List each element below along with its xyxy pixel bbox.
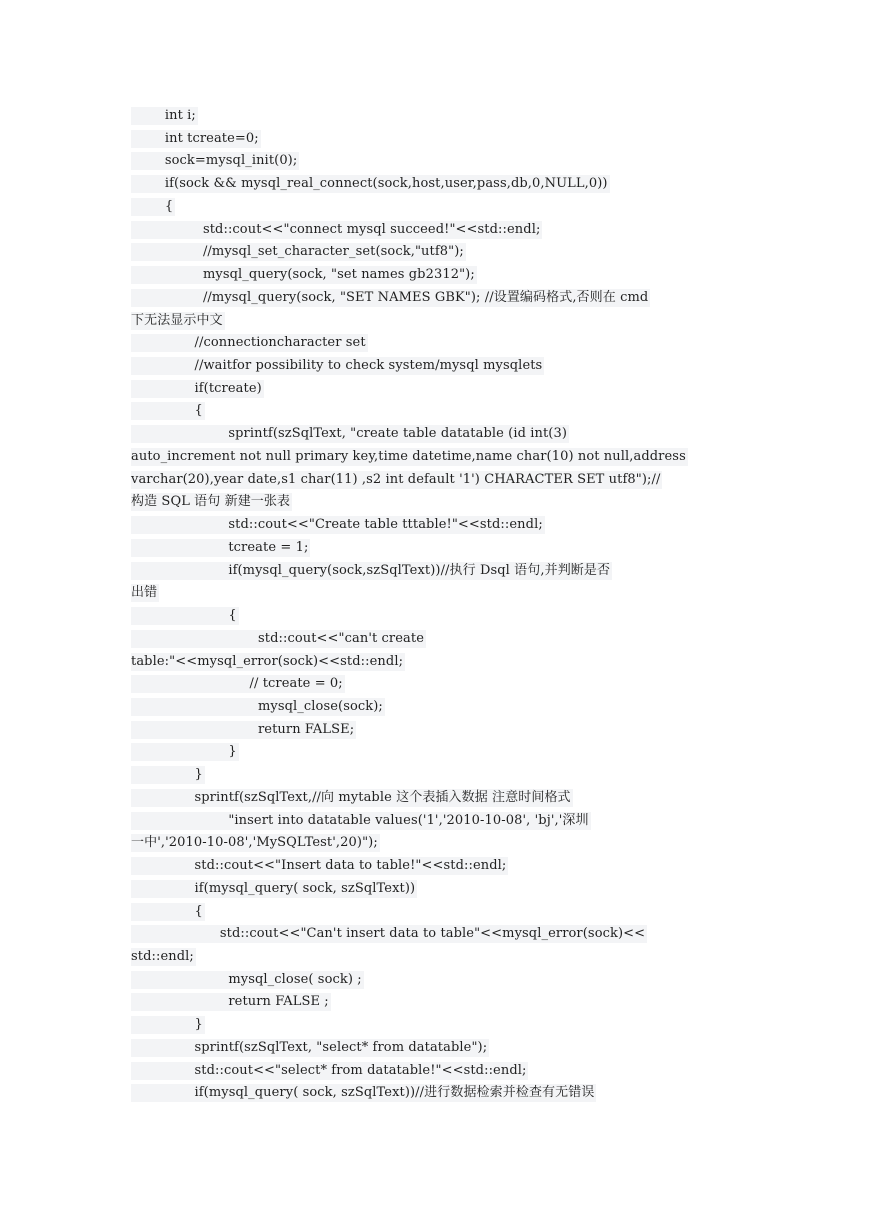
code-line: table:"<<mysql_error(sock)<<std::endl; xyxy=(131,654,404,669)
code-line: mysql_query(sock, "set names gb2312"); xyxy=(131,267,475,282)
code-line: if(sock && mysql_real_connect(sock,host,user,pass,db,0,NULL,0)) xyxy=(131,176,608,191)
code-line: } xyxy=(131,1017,203,1032)
code-line: std::cout<<"Create table tttable!"<<std::endl; xyxy=(131,517,543,532)
code-line: std::cout<<"connect mysql succeed!"<<std::endl; xyxy=(131,222,541,237)
code-line: tcreate = 1; xyxy=(131,540,309,555)
code-line: std::endl; xyxy=(131,949,194,964)
code-line: if(mysql_query( sock, szSqlText))//进行数据检索并检查有无错误 xyxy=(131,1085,595,1100)
code-line: //connectioncharacter set xyxy=(131,335,366,350)
code-line: sprintf(szSqlText,//向 mytable 这个表插入数据 注意时间格式 xyxy=(131,790,571,805)
code-line: { xyxy=(131,403,203,418)
code-line: sprintf(szSqlText, "create table datatable (id int(3) xyxy=(131,426,567,441)
code-line: std::cout<<"can't create xyxy=(131,631,425,646)
code-line: { xyxy=(131,199,174,214)
code-line: //waitfor possibility to check system/mysql mysqlets xyxy=(131,358,543,373)
code-line: } xyxy=(131,744,237,759)
code-line: { xyxy=(131,608,237,623)
code-line: auto_increment not null primary key,time datetime,name char(10) not null,address xyxy=(131,449,686,464)
code-line: 下无法显示中文 xyxy=(131,313,223,328)
code-line: int tcreate=0; xyxy=(131,131,259,146)
code-line: sprintf(szSqlText, "select* from datatable"); xyxy=(131,1040,488,1055)
code-line: } xyxy=(131,767,203,782)
code-line: return FALSE ; xyxy=(131,994,329,1009)
code-line: 构造 SQL 语句 新建一张表 xyxy=(131,494,291,509)
code-line: mysql_close( sock) ; xyxy=(131,972,362,987)
code-line: //mysql_query(sock, "SET NAMES GBK"); //设置编码格式,否则在 cmd xyxy=(131,290,649,305)
code-line: 一中','2010-10-08','MySQLTest',20)"); xyxy=(131,835,378,850)
code-line: return FALSE; xyxy=(131,722,355,737)
code-line: varchar(20),year date,s1 char(11) ,s2 int default '1') CHARACTER SET utf8");// xyxy=(131,472,661,487)
code-line: int i; xyxy=(131,108,196,123)
code-line: std::cout<<"Insert data to table!"<<std::endl; xyxy=(131,858,507,873)
code-line: //mysql_set_character_set(sock,"utf8"); xyxy=(131,244,464,259)
code-line: 出错 xyxy=(131,585,158,600)
code-line: mysql_close(sock); xyxy=(131,699,383,714)
code-line: if(tcreate) xyxy=(131,381,262,396)
code-line: if(mysql_query( sock, szSqlText)) xyxy=(131,881,416,896)
code-line: sock=mysql_init(0); xyxy=(131,153,298,168)
code-line: "insert into datatable values('1','2010-10-08', 'bj','深圳 xyxy=(131,813,589,828)
code-line: if(mysql_query(sock,szSqlText))//执行 Dsql 语句,并判断是否 xyxy=(131,563,611,578)
code-line: std::cout<<"select* from datatable!"<<std::endl; xyxy=(131,1063,527,1078)
code-line: std::cout<<"Can't insert data to table"<<mysql_error(sock)<< xyxy=(131,926,646,941)
code-line: { xyxy=(131,904,203,919)
code-line: // tcreate = 0; xyxy=(131,676,343,691)
